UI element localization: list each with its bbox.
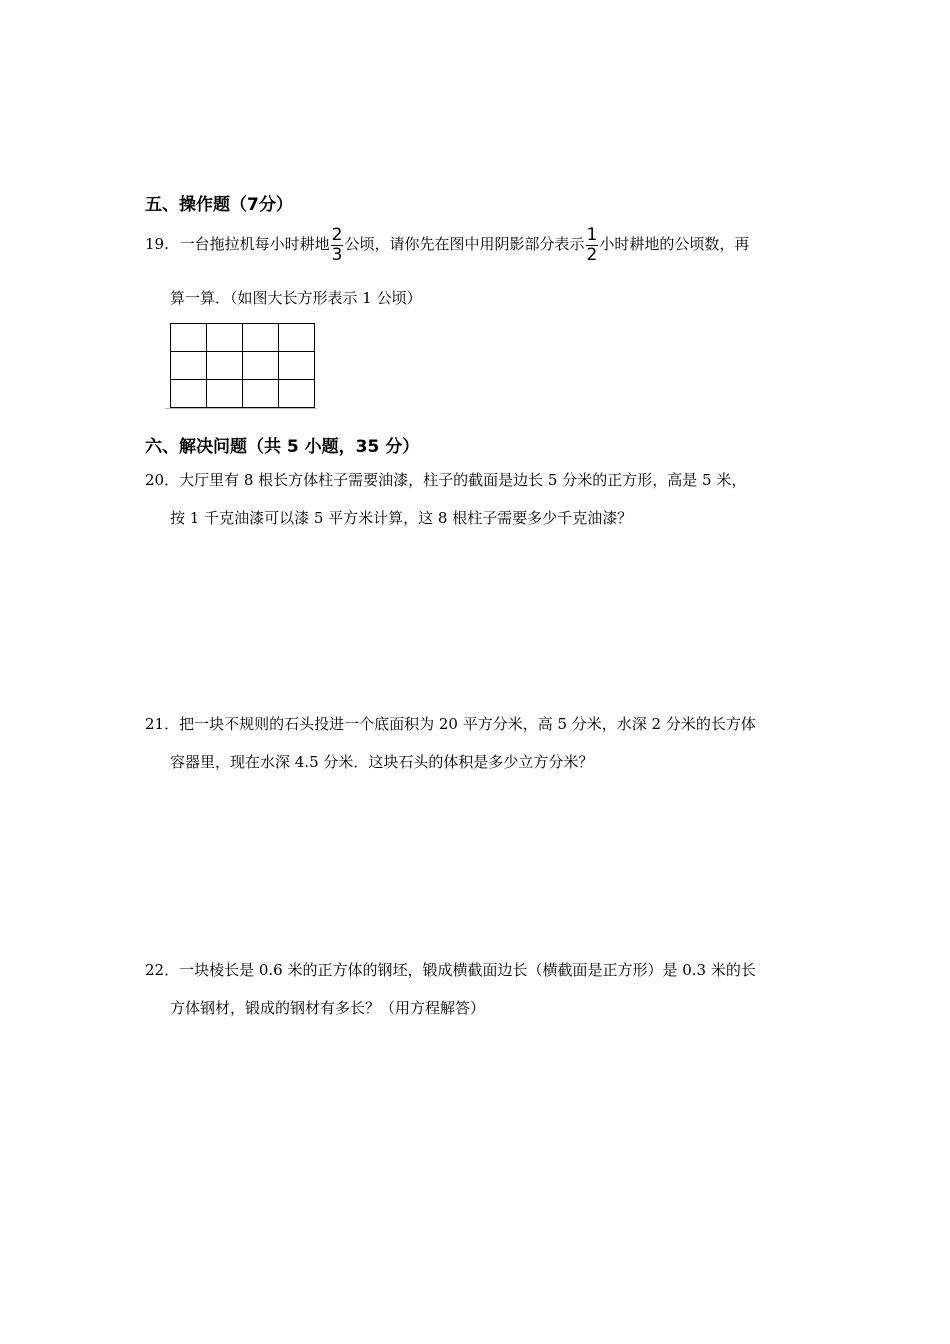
section-6-heading: 六、解决问题（共 5 小题，35 分） (145, 437, 420, 457)
question-19-text-c: 小时耕地的公顷数，再 (599, 235, 750, 253)
question-19-text-a: 一台拖拉机每小时耕地 (179, 235, 330, 253)
grid-cell (171, 380, 207, 408)
section-5-heading: 五、操作题（7分） (145, 195, 293, 215)
grid-baseline (165, 408, 317, 409)
grid-cell (243, 380, 279, 408)
grid-row (171, 324, 315, 352)
fraction-2-denominator: 2 (586, 244, 598, 265)
question-19-number: 19. (145, 235, 169, 253)
grid-row (171, 352, 315, 380)
grid-cell (279, 352, 315, 380)
fraction-one-half (586, 226, 599, 265)
grid-cell (279, 380, 315, 408)
grid-cell (279, 324, 315, 352)
fraction-2-numerator: 1 (586, 224, 598, 245)
grid-cell (207, 352, 243, 380)
question-21-line-1: 21．把一块不规则的石头投进一个底面积为 20 平方分米，高 5 分米，水深 2 分米的长方体 (145, 715, 756, 733)
question-22-line-1: 22．一块棱长是 0.6 米的正方体的钢坯，锻成横截面边长（横截面是正方形）是 0.3 米的长 (145, 961, 756, 979)
fraction-1-denominator: 3 (331, 244, 343, 265)
grid-cell (171, 324, 207, 352)
grid-cell (207, 380, 243, 408)
grid-cell (243, 324, 279, 352)
question-20-line-2: 按 1 千克油漆可以漆 5 平方米计算，这 8 根柱子需要多少千克油漆？ (170, 509, 633, 527)
grid-cell (207, 324, 243, 352)
grid-cell (171, 352, 207, 380)
grid-cell (243, 352, 279, 380)
question-20-line-1: 20．大厅里有 8 根长方体柱子需要油漆，柱子的截面是边长 5 分米的正方形，高是 5 米， (145, 471, 747, 489)
fraction-two-thirds (331, 226, 344, 265)
hectare-grid (170, 323, 315, 408)
question-22-line-2: 方体钢材，锻成的钢材有多长？（用方程解答） (170, 999, 486, 1017)
question-19-line-1 (145, 224, 749, 265)
question-21-line-2: 容器里，现在水深 4.5 分米．这块石头的体积是多少立方分米？ (170, 753, 594, 771)
question-19-text-b: 公顷，请你先在图中用阴影部分表示 (344, 235, 585, 253)
question-19-line-2: 算一算．（如图大长方形表示 1 公顷） (170, 289, 422, 307)
grid-row (171, 380, 315, 408)
fraction-1-numerator: 2 (331, 224, 343, 245)
